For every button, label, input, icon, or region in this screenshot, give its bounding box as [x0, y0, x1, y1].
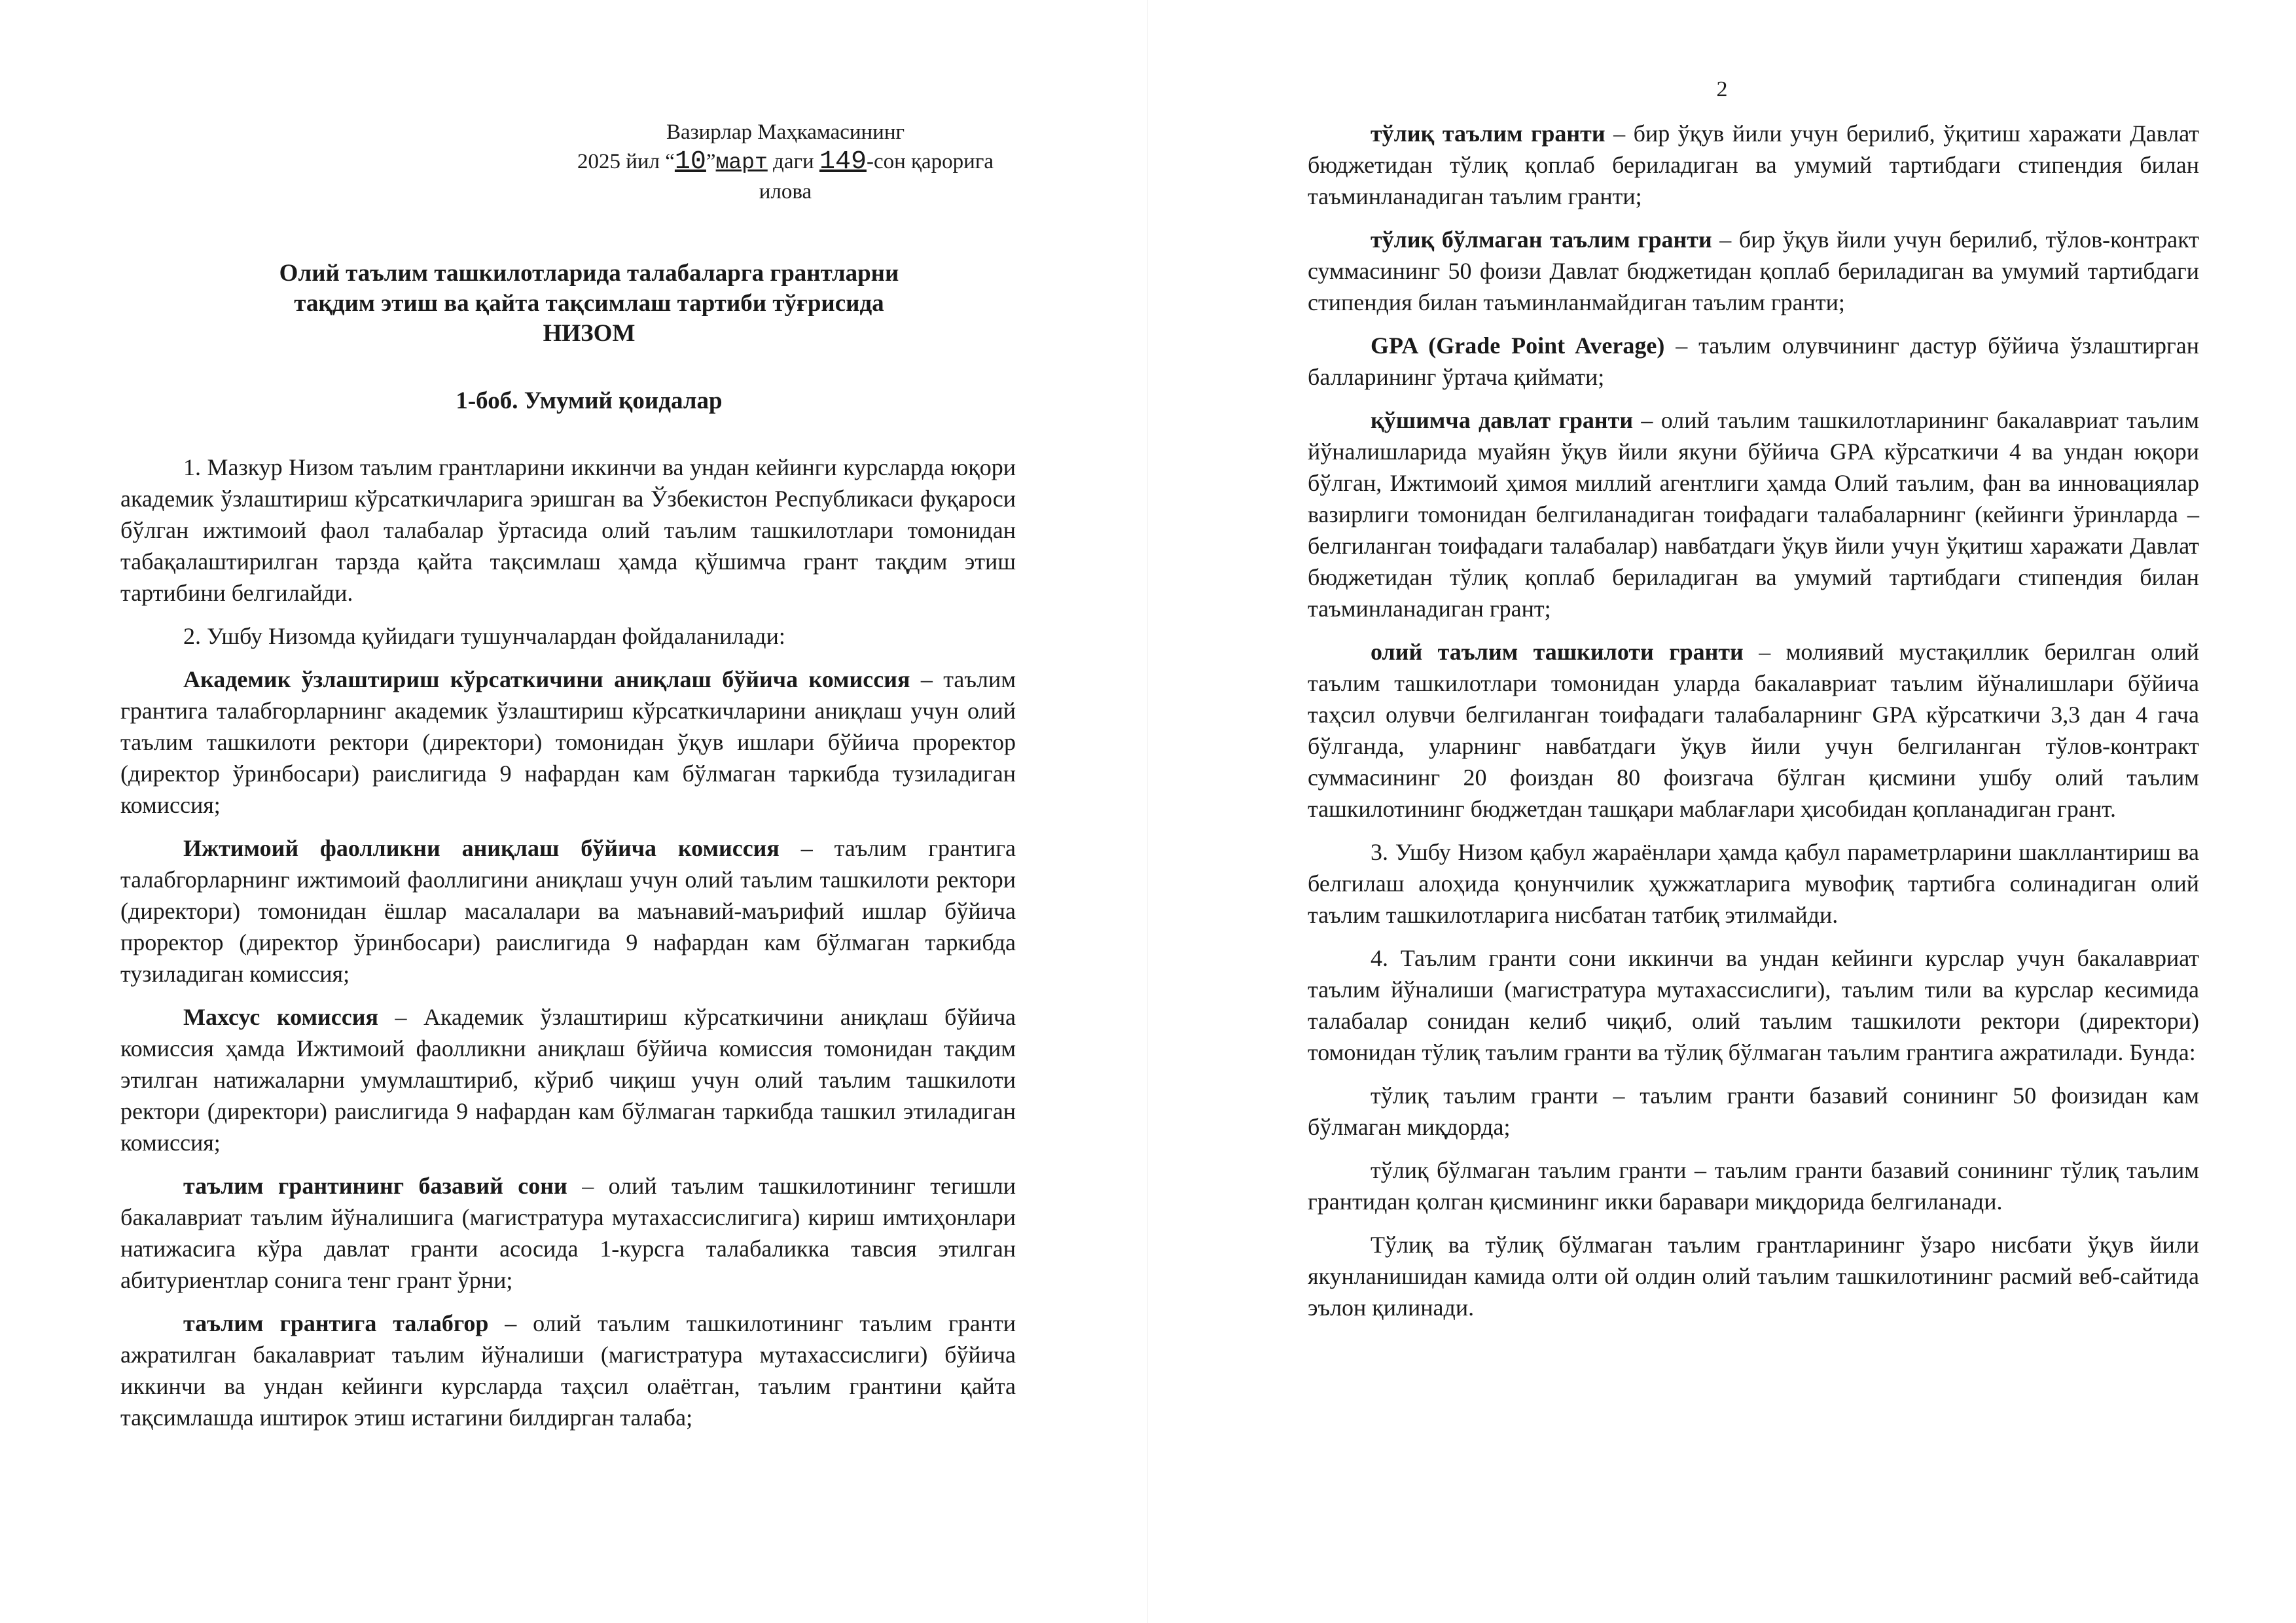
- annex-dagi: даги: [767, 150, 819, 173]
- definition-term: Махсус комиссия: [183, 1004, 378, 1030]
- paragraph-4b: тўлиқ бўлмаган таълим гранти – таълим гранти базавий сонининг тўлиқ таълим грантидан қолган қисмининг икки баравари миқдорида белгиланади.: [1308, 1157, 2199, 1215]
- definition-term: Академик ўзлаштириш кўрсаткичини аниқлаш бўйича комиссия: [183, 666, 910, 692]
- definition-term: таълим грантига талабгор: [183, 1310, 489, 1336]
- definition-6: [1308, 118, 2199, 212]
- definition-text: – Академик ўзлаштириш кўрсаткичини аниқлаш бўйича комиссия ҳамда Ижтимоий фаолликни аниқлаш бўйича комиссия томонидан тақдим этилган натижаларни умумлаштириб, кўриб чиқиш учун олий таълим ташкилоти ректори (директори) раислигида 9 нафардан кам бўлмаган таркибда ташкил этиладиган комиссия;: [120, 1004, 1016, 1156]
- definition-term: GPA (Grade Point Average): [1371, 332, 1665, 359]
- annex-month: март: [715, 151, 768, 175]
- definition-3: [120, 1001, 1016, 1158]
- title-line-2: тақдим этиш ва қайта тақсимлаш тартиби тўғрисида: [294, 290, 884, 317]
- definition-9: [1308, 404, 2199, 624]
- paragraph-2: 2. Ушбу Низомда қуйидаги тушунчалардан фойдаланилади:: [183, 623, 785, 649]
- annex-line-2: [537, 147, 1034, 177]
- definition-4: [120, 1170, 1016, 1296]
- definition-5: [120, 1308, 1016, 1433]
- annex-line-3: илова: [759, 180, 812, 204]
- definition-text: – таълим грантига талабгорларнинг ижтимоий фаоллигини аниқлаш учун олий таълим ташкилоти ректори (директори) томонидан ёшлар масалалари ва маънавий-маърифий ишлар бўйича проректор (директор ўринбосари) раислигида 9 нафардан кам бўлмаган таркибда тузиладиган комиссия;: [120, 835, 1016, 987]
- definition-text: – бир ўқув йили учун берилиб, ўқитиш харажати Давлат бюджетидан тўлиқ қоплаб бериладиган ва умумий тартибдаги стипендия билан таъминланадиган таълим гранти;: [1308, 120, 2200, 209]
- definition-term: Ижтимоий фаолликни аниқлаш бўйича комиссия: [183, 835, 780, 861]
- definition-text: – бир ўқув йили учун берилиб, тўлов-контракт суммасининг 50 фоизи Давлат бюджетидан қоплаб бериладиган ва умумий тартибдаги стипендия билан таъминланмайдиган таълим гранти;: [1308, 226, 2199, 315]
- right-body: [1308, 118, 2199, 1335]
- definition-text: – олий таълим ташкилотининг тегишли бакалавриат таълим йўналишига (магистратура мутахассислигига) кириш имтиҳонлари натижасига кўра давлат гранти асосида 1-курсга талабаликка тавсия этилган абитуриентлар сонига тенг грант ўрни;: [120, 1173, 1016, 1293]
- paragraph-4c: Тўлиқ ва тўлиқ бўлмаган таълим грантларининг ўзаро нисбати ўқув йили якунланишидан камида олти ой олдин олий таълим ташкилотининг расмий веб-сайтида эълон қилинади.: [1308, 1232, 2199, 1321]
- annex-close-quote: ”: [706, 150, 716, 173]
- right-page: [1148, 0, 2296, 1623]
- definition-2: [120, 832, 1016, 990]
- definition-10: [1308, 636, 2199, 825]
- annex-year: 2025 йил “: [577, 150, 675, 173]
- definition-8: [1308, 330, 2199, 393]
- definition-term: таълим грантининг базавий сони: [183, 1173, 567, 1199]
- definition-7: [1308, 224, 2199, 318]
- left-body: [120, 452, 1016, 1445]
- definition-text: – таълим грантига талабгорларнинг академик ўзлаштириш кўрсаткичларини аниқлаш учун олий таълим ташкилоти ректори (директори) томонидан ўқув ишлари бўйича проректор (директор ўринбосари) раислигида 9 нафардан кам бўлмаган таркибда тузиладиган комиссия;: [120, 666, 1016, 818]
- definition-text: – таълим олувчининг дастур бўйича ўзлаштирган балларининг ўртача қиймати;: [1308, 332, 2199, 390]
- definition-text: – олий таълим ташкилотининг таълим гранти ажратилган бакалавриат таълим йўналиши (магистратура мутахассислиги) бўйича иккинчи ва ундан кейинги курсларда таҳсил олаётган, таълим грантини қайта тақсимлашда иштирок этиш истагини билдирган талаба;: [120, 1310, 1016, 1431]
- title-line-3: НИЗОМ: [543, 320, 636, 347]
- definition-term: тўлиқ бўлмаган таълим гранти: [1371, 226, 1712, 253]
- definition-1: [120, 664, 1016, 821]
- page-number: 2: [1716, 77, 1728, 101]
- definition-text: – молиявий мустақиллик берилган олий таълим ташкилотлари томонидан уларда бакалавриат таълим йўналишлари бўйича таҳсил олувчи белгиланган тоифадаги талабаларнинг GPA кўрсаткичи 3,3 дан 4 гача бўлганда, уларнинг навбатдаги ўқув йили учун белгиланган тўлов-контракт суммасининг 20 фоиздан 80 фоизгача бўлган қисмини ушбу олий таълим ташкилотининг бюджетдан ташқари маблағлари ҳисобидан қопланадиган грант.: [1308, 639, 2199, 822]
- paragraph-3: 3. Ушбу Низом қабул жараёнлари ҳамда қабул параметрларини шакллантириш ва белгилаш алоҳида қонунчилик ҳужжатларига мувофиқ тартибга солинадиган олий таълим ташкилотларига нисбатан татбиқ этилмайди.: [1308, 839, 2199, 928]
- paragraph-1: 1. Мазкур Низом таълим грантларини иккинчи ва ундан кейинги курсларда юқори академик ўзлаштириш кўрсаткичларига эришган ва Ўзбекистон Республикаси фуқароси бўлган ижтимоий фаол талабалар ўртасида олий таълим ташкилотлари томонидан табақалаштирилган тарзда қайта тақсимлаш ҳамда қўшимча грант тақдим этиш тартибини белгилайди.: [120, 454, 1016, 606]
- paragraph-4a: тўлиқ таълим гранти – таълим гранти базавий сонининг 50 фоизидан кам бўлмаган миқдорда;: [1308, 1082, 2199, 1140]
- definition-term: тўлиқ таълим гранти: [1371, 120, 1605, 147]
- definition-term: қўшимча давлат гранти: [1371, 407, 1634, 433]
- annex-suffix: -сон қарорига: [866, 150, 994, 173]
- annex-line-1: Вазирлар Маҳкамасининг: [666, 120, 905, 144]
- chapter-heading: 1-боб. Умумий қоидалар: [456, 387, 723, 414]
- annex-header: [537, 118, 1034, 207]
- definition-term: олий таълим ташкилоти гранти: [1371, 639, 1744, 665]
- paragraph-4: 4. Таълим гранти сони иккинчи ва ундан кейинги курслар учун бакалавриат таълим йўналиши (магистратура мутахассислиги), таълим тили ва курслар кесимида талабалар сонидан келиб чиқиб, олий таълим ташкилоти ректори (директори) томонидан тўлиқ таълим гранти ва тўлиқ бўлмаган таълим грантига ажратилади. Бунда:: [1308, 945, 2199, 1065]
- definition-text: – олий таълим ташкилотларининг бакалавриат таълим йўналишларида муайян ўқув йили якуни бўйича GPA кўрсаткичи 4 ва ундан юқори бўлган, Ижтимоий ҳимоя миллий агентлиги ҳамда Олий таълим, фан ва инновациялар вазирлиги томонидан белгиланадиган тоифадаги талабаларнинг (кейинги ўринларда – белгиланган тоифадаги талабалар) навбатдаги ўқув йили учун ўқитиш харажати Давлат бюджетидан тўлиқ қоплаб бериладиган ва умумий тартибдаги стипендия билан таъминланадиган грант;: [1308, 407, 2199, 622]
- annex-number: 149: [819, 147, 867, 177]
- title-line-1: Олий таълим ташкилотларида талабаларга грантларни: [279, 260, 899, 287]
- annex-day: 10: [674, 147, 706, 177]
- document-title: [164, 259, 1014, 349]
